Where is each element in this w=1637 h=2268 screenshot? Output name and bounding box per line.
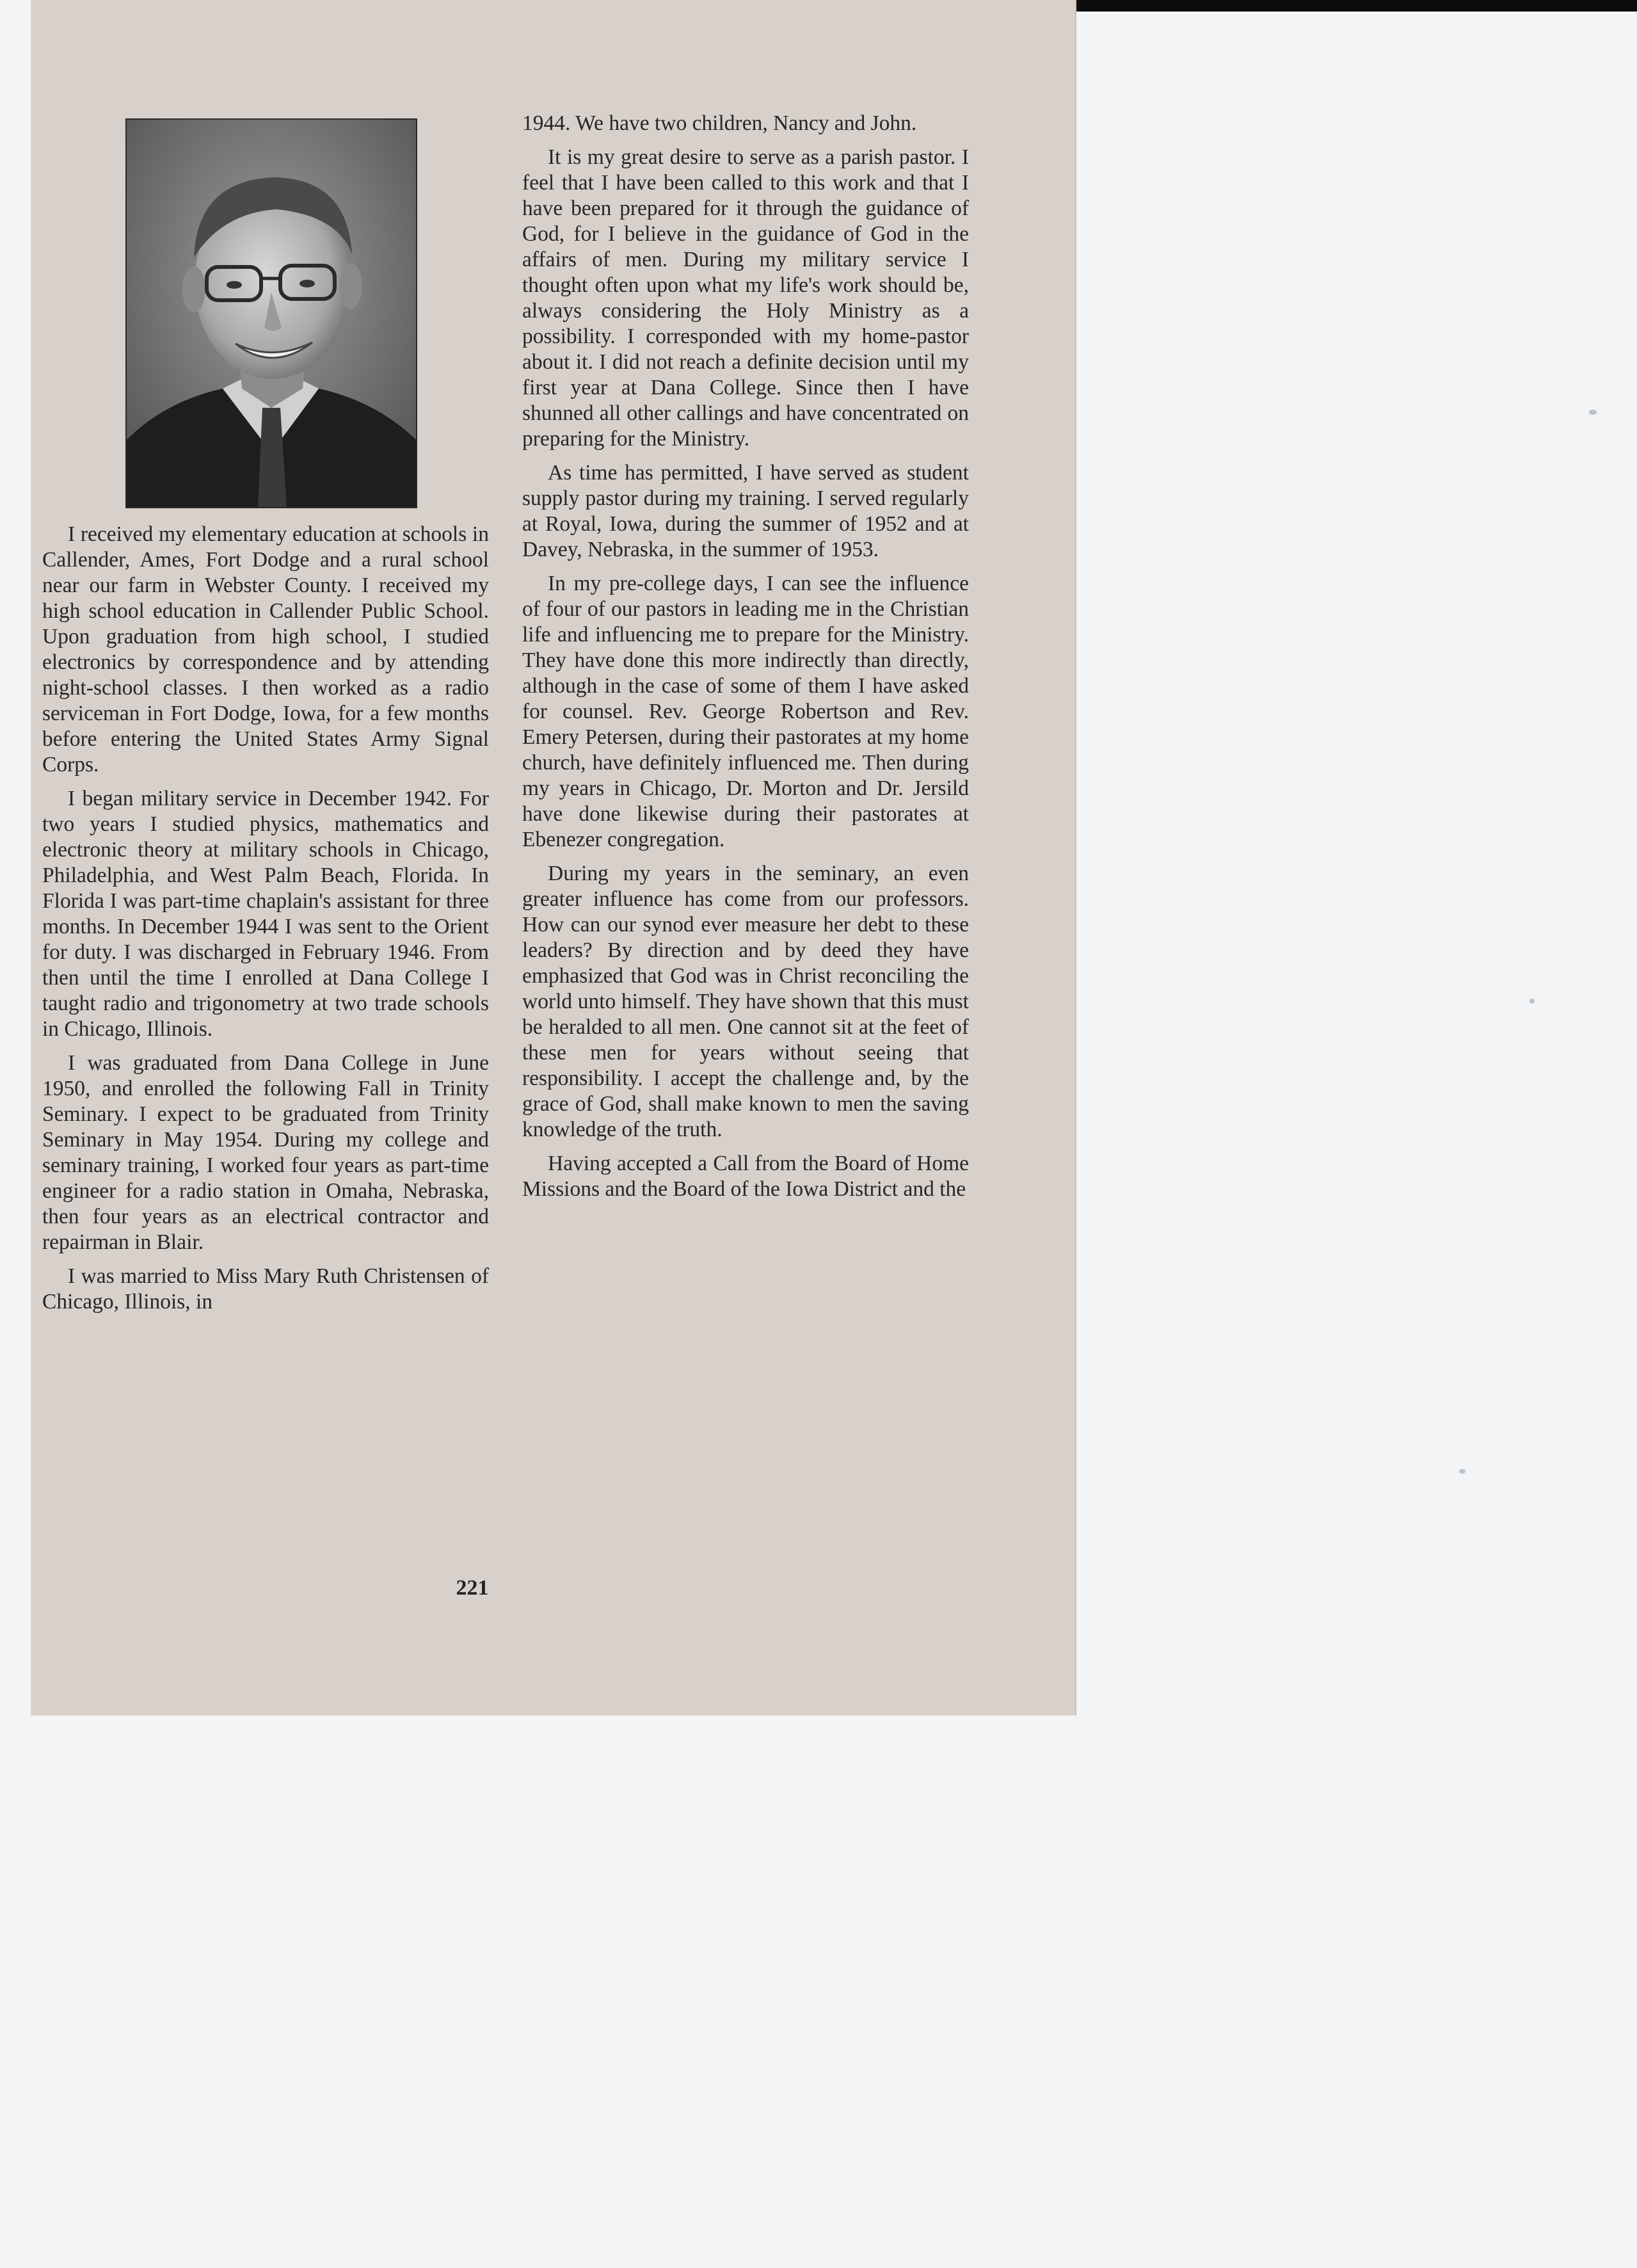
paragraph-children: 1944. We have two children, Nancy and John. bbox=[522, 111, 917, 135]
paragraph-call-accepted: Having accepted a Call from the Board of Home Missions and the Board of the Iowa District and the bbox=[522, 1152, 969, 1201]
scan-speck bbox=[1589, 410, 1597, 415]
portrait-photo bbox=[125, 118, 417, 508]
paragraph-seminary: During my years in the seminary, an even greater influence has come from our professors. How can our synod ever measure her debt to these leaders? By direction and by deed they have emphasized that God was in Christ reconciling the world unto himself. They have shown that this must be heralded to all men. One cannot sit at the feet of these men for years without seeing that responsibility. I accept the challenge and, by the grace of God, shall make known to men the saving knowledge of the truth. bbox=[522, 862, 969, 1141]
newspaper-clipping bbox=[31, 0, 1075, 1716]
paragraph-pastors-influence: In my pre-college days, I can see the influence of four of our pastors in leading me in the Christian life and influencing me to prepare for the Ministry. They have done this more indirectly than directly, although in the case of some of them I have asked for counsel. Rev. George Robertson and Rev. Emery Petersen, during their pastorates at my home church, have definitely influenced me. Then during my years in Chicago, Dr. Morton and Dr. Jersild have done likewise during their pastorates at Ebenezer congregation. bbox=[522, 572, 969, 851]
article-right-column bbox=[522, 111, 969, 1210]
scanner-edge bbox=[1075, 0, 1637, 12]
paragraph-graduation: I was graduated from Dana College in June 1950, and enrolled the following Fall in Trinity Seminary. I expect to be graduated from Trinity Seminary in May 1954. During my college and seminary training, I worked four years as part-time engineer for a radio station in Omaha, Nebraska, then four years as an electrical contractor and repairman in Blair. bbox=[42, 1051, 489, 1254]
paragraph-marriage: I was married to Miss Mary Ruth Christensen of Chicago, Illinois, in bbox=[42, 1264, 489, 1314]
scan-speck bbox=[1529, 999, 1535, 1004]
paragraph-calling: It is my great desire to serve as a parish pastor. I feel that I have been called to this work and that I have been prepared for it through the guidance of God, for I believe in the guidance of God in the affairs of men. During my military service I thought often upon what my life's work should be, always considering the Holy Ministry as a possibility. I corresponded with my home-pastor about it. I did not reach a definite decision until my first year at Dana College. Since then I have shunned all other callings and have concentrated on preparing for the Ministry. bbox=[522, 145, 969, 451]
paragraph-supply-pastor: As time has permitted, I have served as student supply pastor during my training. I served regularly at Royal, Iowa, during the summer of 1952 and at Davey, Nebraska, in the summer of 1953. bbox=[522, 461, 969, 561]
portrait-illustration bbox=[127, 120, 416, 507]
page-number: 221 bbox=[456, 1576, 489, 1600]
article-left-column bbox=[42, 522, 489, 1323]
scan-speck bbox=[1459, 1469, 1465, 1474]
paragraph-military-service: I began military service in December 1942. For two years I studied physics, mathematics and electronic theory at military schools in Chicago, Philadelphia, and West Palm Beach, Florida. In Florida I was part-time chaplain's assistant for three months. In December 1944 I was sent to the Orient for duty. I was discharged in February 1946. From then until the time I enrolled at Dana College I taught radio and trigonometry at two trade schools in Chicago, Illinois. bbox=[42, 787, 489, 1041]
paragraph-education: I received my elementary education at schools in Callender, Ames, Fort Dodge and a rural school near our farm in Webster County. I received my high school education in Callender Public School. Upon graduation from high school, I studied electronics by correspondence and by attending night-school classes. I then worked as a radio serviceman in Fort Dodge, Iowa, for a few months before entering the United States Army Signal Corps. bbox=[42, 522, 489, 776]
